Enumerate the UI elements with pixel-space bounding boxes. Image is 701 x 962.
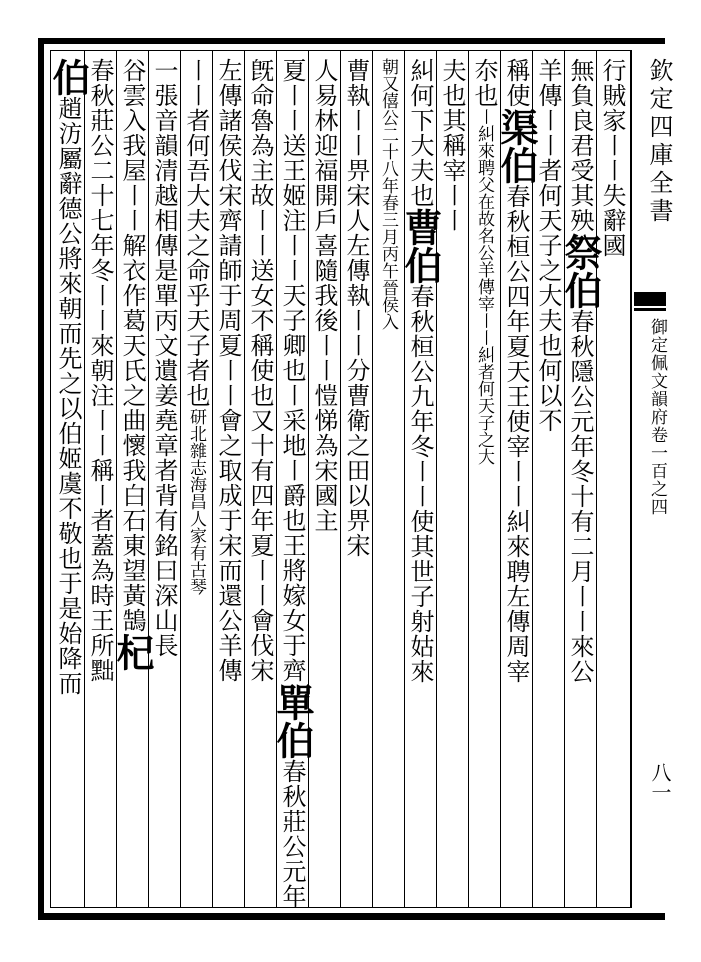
text-column: [214, 58, 242, 683]
text-column: [246, 58, 274, 683]
text-column: [86, 58, 114, 683]
column-rule: [244, 50, 245, 908]
text-column: [398, 58, 443, 684]
text-column: [150, 58, 178, 658]
column-rule: [180, 50, 181, 908]
text-column: [310, 58, 338, 533]
page-number: 八一: [648, 762, 672, 802]
fish-tail-mark: [634, 292, 666, 306]
entry-heading: 曹伯: [398, 208, 443, 284]
column-rule: [148, 50, 149, 908]
column-rule: [596, 50, 597, 908]
body-text: 春秋隱公元年冬十有二月〡〡來公: [566, 309, 594, 684]
fish-tail-mark-line: [634, 308, 666, 311]
body-text: 稱使: [502, 58, 530, 108]
body-text: 糾何下大夫也: [406, 58, 434, 208]
body-text: 行賊家〡〡失辭國: [598, 58, 626, 258]
column-rule: [564, 50, 565, 908]
body-text: 〡〡者何吾大夫之命乎天子者也: [182, 58, 210, 408]
column-rule: [276, 50, 277, 908]
body-text: 夏〡〡送王姬注〡〡天子卿也〡采地〡爵也王將嫁女于齊: [278, 58, 306, 683]
margin-divider: [630, 50, 632, 908]
column-rule: [372, 50, 373, 908]
text-column: [494, 58, 539, 684]
body-text: 一張音韻清越相傳是單丙文遺姜堯章者背有銘曰深山長: [150, 58, 178, 658]
text-column: [110, 58, 155, 671]
column-rule: [340, 50, 341, 908]
text-column: [470, 58, 498, 465]
entry-heading: 祭伯: [558, 233, 603, 309]
text-column: [558, 58, 603, 684]
text-column: [438, 58, 466, 233]
text-column: [270, 58, 315, 909]
column-rule: [404, 50, 405, 908]
body-text: 左傳諸侯伐宋齊請師于周夏〡〡會之取成于宋而還公羊傳: [214, 58, 242, 683]
annotation-text: 〡糾來聘父在故名公羊傳宰〡〡糾者何天子之大: [474, 108, 494, 465]
body-text: 夵也: [470, 58, 498, 108]
body-text: 人易林迎福開戶喜隨我後〡〡愷悌為宋國主: [310, 58, 338, 533]
body-text: 春秋桓公四年夏天王使宰〡〡糾來聘左傳周宰: [502, 184, 530, 684]
body-text: 羊傳〡〡者何天子之大夫也何以不: [534, 58, 562, 433]
text-column: [374, 58, 402, 330]
body-text: 曹執〡〡畀宋人左傳執〡〡分曹衛之田以畀宋: [342, 58, 370, 558]
body-text: 夫也其稱宰〡〡: [438, 58, 466, 233]
column-rule: [436, 50, 437, 908]
column-rule: [308, 50, 309, 908]
annotation-text: 朝又僖公二十八年春三月丙午晉侯入: [378, 58, 398, 330]
column-rule: [84, 50, 85, 908]
column-rule: [468, 50, 469, 908]
text-column: [46, 58, 91, 696]
text-column: [342, 58, 370, 558]
body-text: 春秋桓公九年冬〡〡使其世子射姑來: [406, 284, 434, 684]
book-title: 欽定四庫全書: [645, 58, 673, 226]
column-rule: [212, 50, 213, 908]
entry-heading: 杞: [110, 633, 155, 671]
text-column: [598, 58, 626, 258]
body-text: 無負良君受其殃: [566, 58, 594, 233]
annotation-text: 研北雜志海昌人家有古琴: [186, 408, 206, 595]
column-rule: [116, 50, 117, 908]
entry-heading: 單伯: [270, 683, 315, 759]
body-text: 趙汸屬辭德公將來朝而先之以伯姬虞不敬也于是始降而: [54, 96, 82, 696]
entry-heading: 伯: [46, 58, 91, 96]
body-text: 谷雲入我屋〡〡解衣作葛天氏之曲懷我白石東望黃鵠: [118, 58, 146, 633]
body-text: 旣命魯為主故〡〡送女不稱使也又十有四年夏〡〡會伐宋: [246, 58, 274, 683]
volume-label: 御定佩文韻府卷一百之四: [647, 318, 667, 516]
entry-heading: 渠伯: [494, 108, 539, 184]
body-text: 春秋莊公二十七年冬〡〡來朝注〡〡稱〡者蓋為時王所黜: [86, 58, 114, 683]
text-column: [182, 58, 210, 595]
column-rule: [500, 50, 501, 908]
body-text: 春秋莊公元年: [278, 759, 306, 909]
